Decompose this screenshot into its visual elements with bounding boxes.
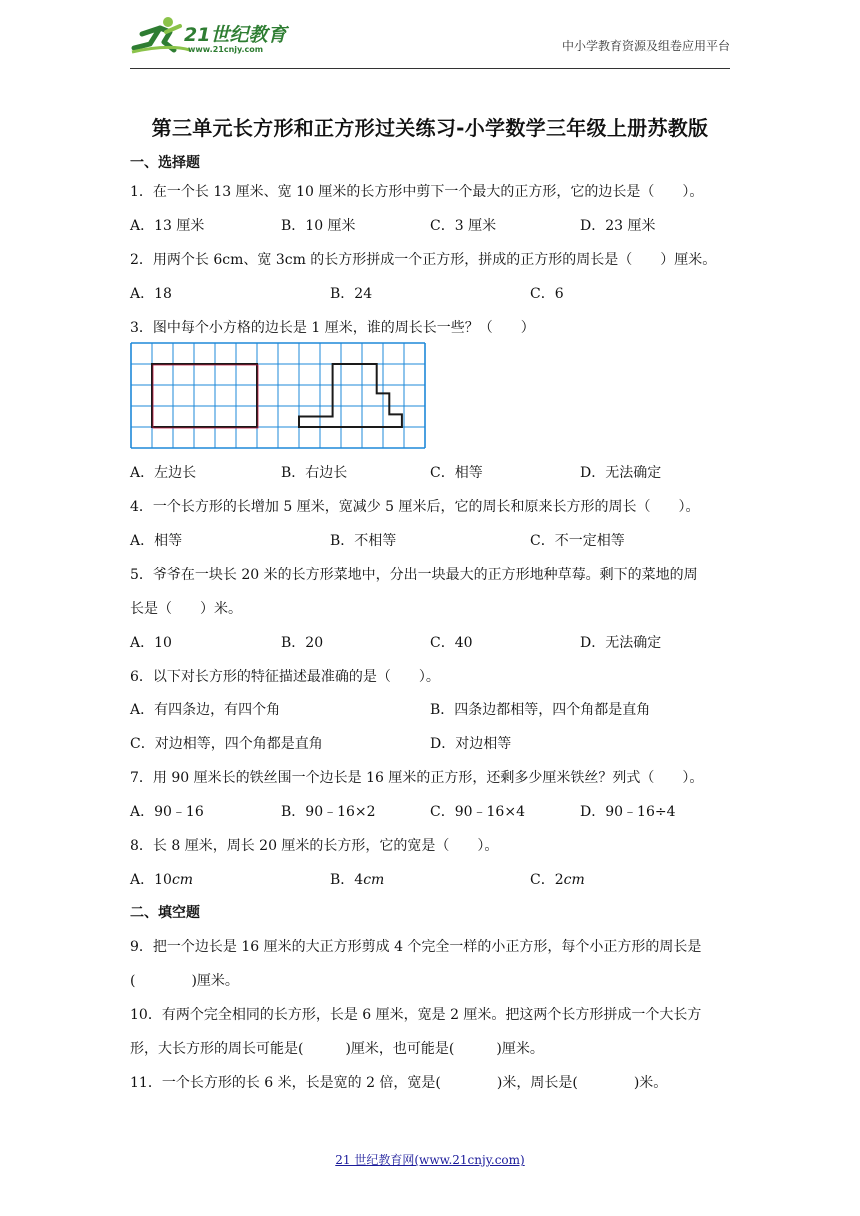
- q1-option-a: A．13 厘米: [130, 218, 205, 234]
- q1-option-c: C．3 厘米: [430, 218, 497, 234]
- q8-option-c: C．2cm: [530, 872, 585, 888]
- q7-option-b: B．90﹣16×2: [281, 804, 376, 820]
- question-5-line2: 长是（ ）米。: [130, 601, 242, 617]
- q8-option-a: A．10cm: [130, 872, 194, 888]
- page-title: 第三单元长方形和正方形过关练习-小学数学三年级上册苏教版: [151, 116, 709, 140]
- q4-option-a: A．相等: [130, 533, 183, 549]
- question-2: 2．用两个长 6cm、宽 3cm 的长方形拼成一个正方形，拼成的正方形的周长是（ ）厘米。: [130, 252, 717, 268]
- question-8: 8．长 8 厘米，周长 20 厘米的长方形，它的宽是（ ）。: [130, 838, 499, 854]
- q5-option-b: B．20: [281, 635, 324, 651]
- left-rectangle-shape: [152, 364, 257, 427]
- question-10-line2: 形，大长方形的周长可能是( )厘米，也可能是( )厘米。: [130, 1041, 544, 1057]
- question-9-line1: 9．把一个边长是 16 厘米的大正方形剪成 4 个完全一样的小正方形，每个小正方形的周长是: [130, 939, 702, 955]
- q1-option-b: B．10 厘米: [281, 218, 356, 234]
- q2-option-a: A．18: [130, 286, 172, 302]
- section-choice: 一、选择题: [130, 155, 200, 171]
- q2-option-c: C．6: [530, 286, 564, 302]
- question-3: 3．图中每个小方格的边长是 1 厘米，谁的周长长一些？（ ）: [130, 320, 535, 336]
- logo-url: www.21cnjy.com: [188, 45, 264, 54]
- question-5-line1: 5．爷爷在一块长 20 米的长方形菜地中，分出一块最大的正方形地种草莓。剩下的菜地的周: [130, 567, 698, 583]
- q8-option-b: B．4cm: [330, 872, 385, 888]
- q5-option-c: C．40: [430, 635, 473, 651]
- q5-option-a: A．10: [130, 635, 172, 651]
- q3-option-d: D．无法确定: [580, 465, 662, 481]
- q6-option-d: D．对边相等: [430, 736, 512, 752]
- question-6: 6．以下对长方形的特征描述最准确的是（ ）。: [130, 669, 440, 685]
- runner-icon: [132, 17, 190, 52]
- q6-option-b: B．四条边都相等，四个角都是直角: [430, 702, 651, 718]
- question-9-line2: ( )厘米。: [130, 973, 239, 989]
- q7-option-a: A．90﹣16: [130, 804, 204, 820]
- right-staircase-shape: [299, 364, 402, 427]
- left-rectangle-inner: [153, 365, 258, 428]
- footer[interactable]: [0, 1151, 860, 1168]
- q4-option-b: B．不相等: [330, 533, 397, 549]
- q7-option-c: C．90﹣16×4: [430, 804, 525, 820]
- q3-option-b: B．右边长: [281, 465, 348, 481]
- question-1: 1．在一个长 13 厘米、宽 10 厘米的长方形中剪下一个最大的正方形，它的边长是（ ）。: [130, 184, 704, 200]
- logo-text: 21世纪教育: [184, 24, 287, 46]
- q7-option-d: D．90﹣16÷4: [580, 804, 676, 820]
- q2-option-b: B．24: [330, 286, 373, 302]
- question-7: 7．用 90 厘米长的铁丝围一个边长是 16 厘米的正方形，还剩多少厘米铁丝？列式（ ）。: [130, 770, 704, 786]
- q3-option-c: C．相等: [430, 465, 483, 481]
- question-11: 11．一个长方形的长 6 米，长是宽的 2 倍，宽是( )米，周长是( )米。: [130, 1075, 668, 1091]
- q5-option-d: D．无法确定: [580, 635, 662, 651]
- q1-option-d: D．23 厘米: [580, 218, 656, 234]
- question-4: 4．一个长方形的长增加 5 厘米，宽减少 5 厘米后，它的周长和原来长方形的周长（ ）。: [130, 499, 700, 515]
- section-fill: 二、填空题: [130, 905, 200, 921]
- grid-figure: [130, 342, 426, 454]
- q6-option-c: C．对边相等，四个角都是直角: [130, 736, 323, 752]
- header-divider: [130, 68, 730, 69]
- q6-option-a: A．有四条边，有四个角: [130, 702, 281, 718]
- footer-link[interactable]: 21 世纪教育网(www.21cnjy.com): [335, 1153, 525, 1167]
- question-10-line1: 10．有两个完全相同的长方形，长是 6 厘米，宽是 2 厘米。把这两个长方形拼成一个大长方: [130, 1007, 702, 1023]
- q3-option-a: A．左边长: [130, 465, 197, 481]
- q4-option-c: C．不一定相等: [530, 533, 625, 549]
- header-platform-text: 中小学教育资源及组卷应用平台: [561, 39, 730, 53]
- site-logo: [128, 14, 298, 56]
